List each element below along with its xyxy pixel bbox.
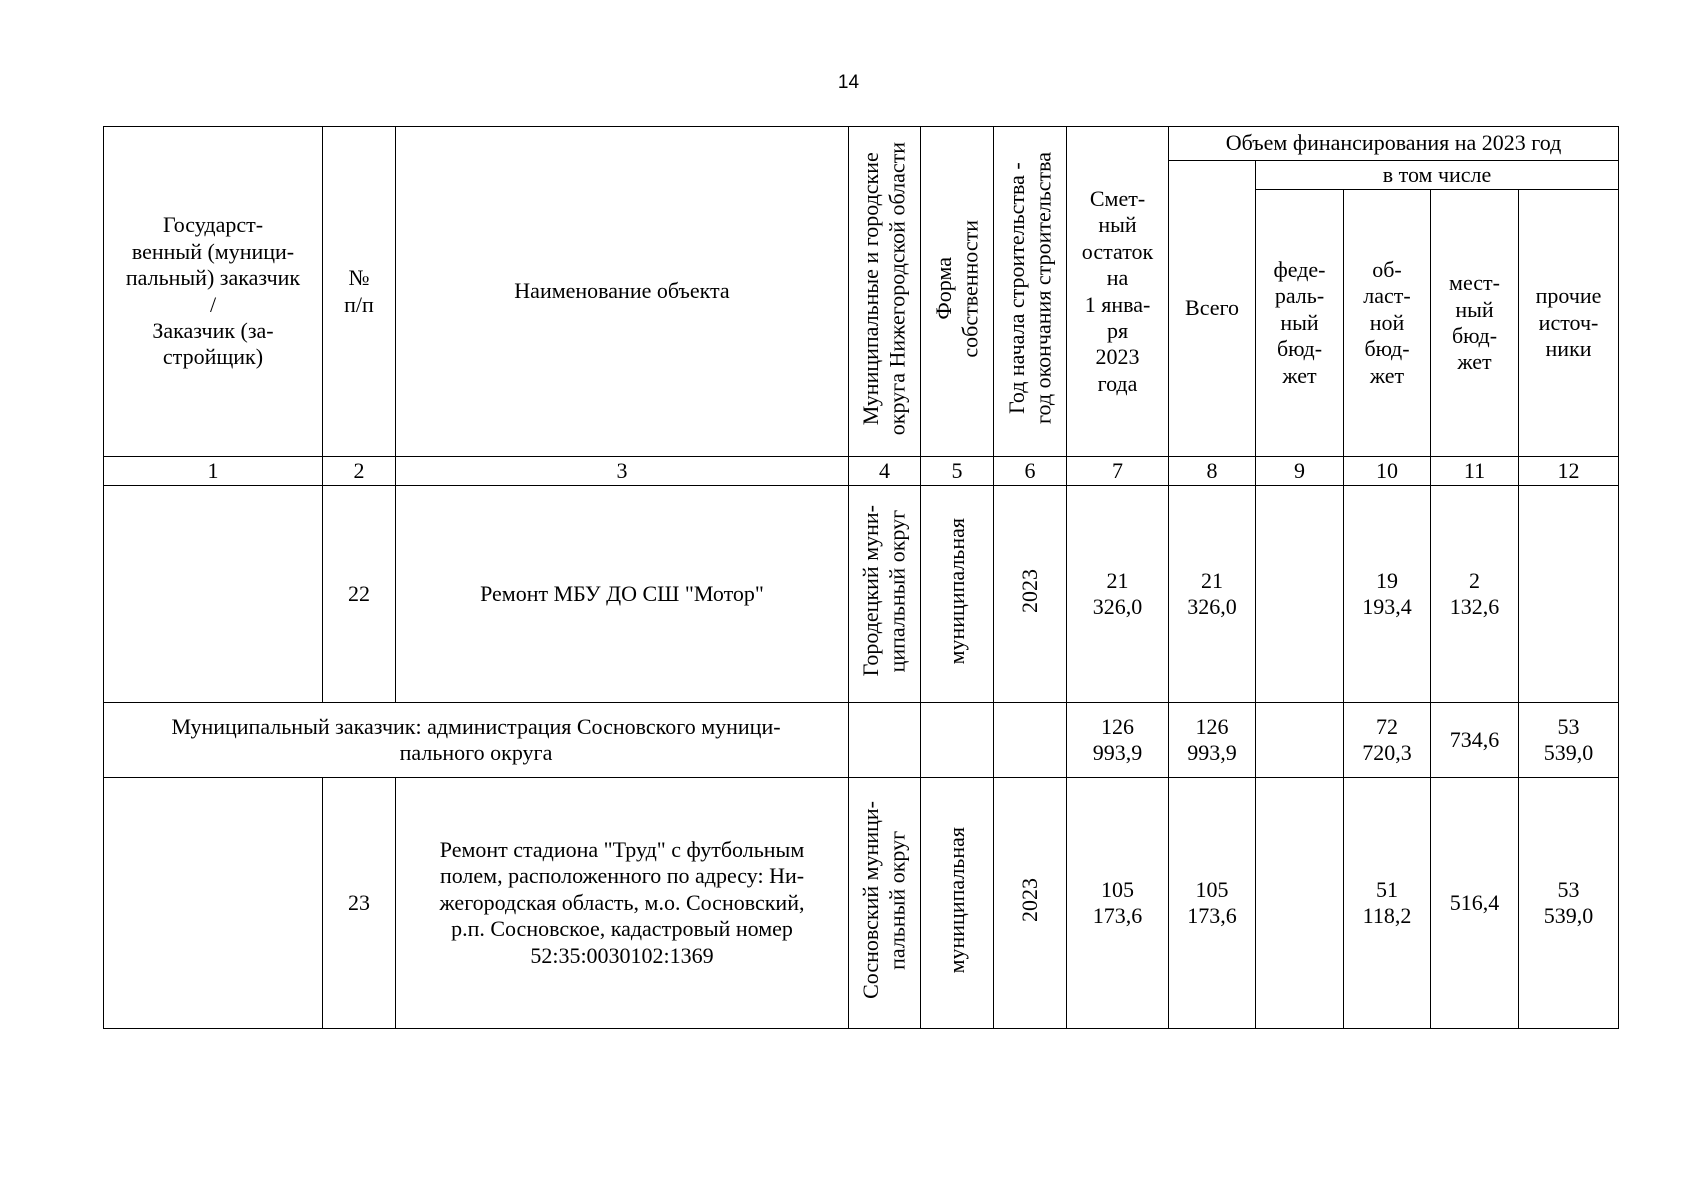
column-number: 10 — [1344, 457, 1431, 486]
cell-customer — [104, 486, 323, 703]
header-municipality: Муниципальные и городские округа Нижегородской области — [849, 127, 921, 457]
header-financing: Объем финансирования на 2023 год — [1169, 127, 1619, 161]
header-federal: феде- раль- ный бюд- жет — [1256, 190, 1344, 457]
column-number: 11 — [1431, 457, 1519, 486]
column-number: 8 — [1169, 457, 1256, 486]
header-including: в том числе — [1256, 161, 1619, 190]
column-number: 6 — [994, 457, 1067, 486]
cell-ownership: муниципальная — [921, 486, 994, 703]
header-years: Год начала строительства - год окончания строительства — [994, 127, 1067, 457]
cell-total: 126 993,9 — [1169, 703, 1256, 778]
cell-total: 105 173,6 — [1169, 778, 1256, 1029]
header-local: мест- ный бюд- жет — [1431, 190, 1519, 457]
cell-regional: 19 193,4 — [1344, 486, 1431, 703]
page-number: 14 — [837, 72, 860, 93]
cell-regional: 72 720,3 — [1344, 703, 1431, 778]
cell-ownership — [921, 703, 994, 778]
column-number: 2 — [323, 457, 396, 486]
header-regional: об- ласт- ной бюд- жет — [1344, 190, 1431, 457]
cell-estimate: 126 993,9 — [1067, 703, 1169, 778]
cell-years: 2023 — [994, 778, 1067, 1029]
cell-municipality: Городецкий муни- ципальный округ — [849, 486, 921, 703]
column-number: 5 — [921, 457, 994, 486]
column-number: 12 — [1519, 457, 1619, 486]
cell-other: 53 539,0 — [1519, 778, 1619, 1029]
cell-other — [1519, 486, 1619, 703]
header-total: Всего — [1169, 161, 1256, 457]
cell-federal — [1256, 486, 1344, 703]
group-row — [104, 703, 1619, 778]
table-row — [104, 778, 1619, 1029]
cell-municipality — [849, 703, 921, 778]
cell-years — [994, 703, 1067, 778]
cell-customer — [104, 778, 323, 1029]
header-customer: Государст- венный (муници- пальный) заказчик / Заказчик (за- стройщик) — [104, 127, 323, 457]
cell-other: 53 539,0 — [1519, 703, 1619, 778]
cell-regional: 51 118,2 — [1344, 778, 1431, 1029]
group-label: Муниципальный заказчик: администрация Сосновского муници- пального округа — [104, 703, 849, 778]
cell-federal — [1256, 703, 1344, 778]
financing-table — [103, 126, 1619, 1029]
cell-estimate: 21 326,0 — [1067, 486, 1169, 703]
cell-local: 2 132,6 — [1431, 486, 1519, 703]
header-other: прочие источ- ники — [1519, 190, 1619, 457]
cell-estimate: 105 173,6 — [1067, 778, 1169, 1029]
cell-municipality: Сосновский муници- пальный округ — [849, 778, 921, 1029]
column-number: 3 — [396, 457, 849, 486]
cell-object-name: Ремонт стадиона "Труд" с футбольным полем, расположенного по адресу: Ни- жегородская область, м.о. Сосновский, р.п. Сосновское, кадастровый номер 52:35:0030102:1369 — [396, 778, 849, 1029]
cell-years: 2023 — [994, 486, 1067, 703]
cell-object-name: Ремонт МБУ ДО СШ "Мотор" — [396, 486, 849, 703]
table-row — [104, 486, 1619, 703]
header-ownership: Форма собственности — [921, 127, 994, 457]
column-number: 7 — [1067, 457, 1169, 486]
column-number: 9 — [1256, 457, 1344, 486]
cell-federal — [1256, 778, 1344, 1029]
column-numbers-row — [104, 457, 1619, 486]
cell-local: 734,6 — [1431, 703, 1519, 778]
header-estimate: Смет- ный остаток на 1 янва- ря 2023 года — [1067, 127, 1169, 457]
cell-ownership: муниципальная — [921, 778, 994, 1029]
column-number: 1 — [104, 457, 323, 486]
header-object-name: Наименование объекта — [396, 127, 849, 457]
cell-num: 23 — [323, 778, 396, 1029]
column-number: 4 — [849, 457, 921, 486]
cell-num: 22 — [323, 486, 396, 703]
cell-local: 516,4 — [1431, 778, 1519, 1029]
cell-total: 21 326,0 — [1169, 486, 1256, 703]
header-num: № п/п — [323, 127, 396, 457]
